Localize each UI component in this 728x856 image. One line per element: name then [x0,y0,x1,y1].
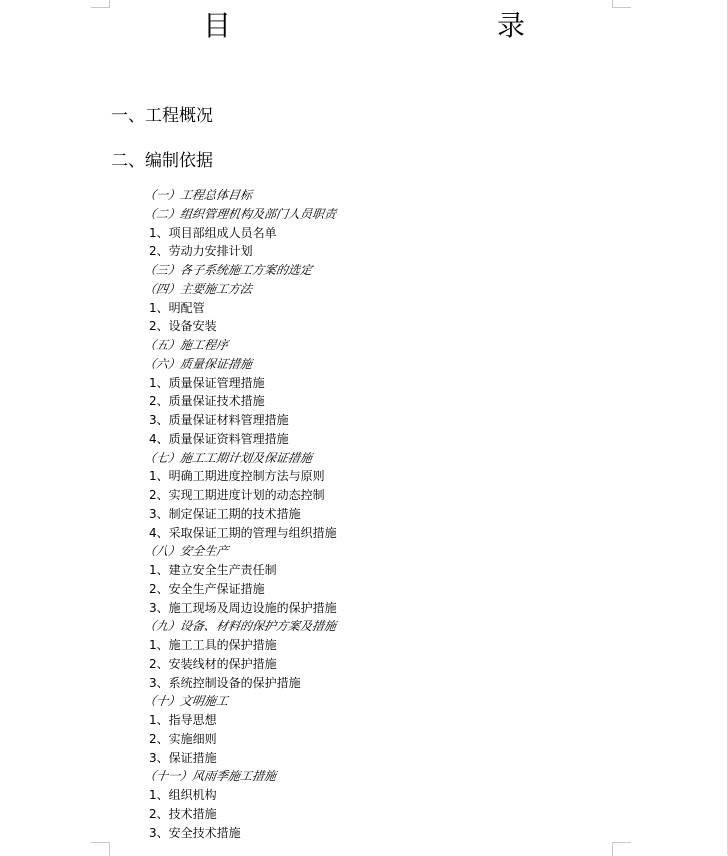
toc-entry-level3[interactable]: 2、安全生产保证措施 [149,581,265,596]
toc-entry-level2[interactable]: （九）设备、材料的保护方案及措施 [143,619,338,634]
toc-entry-level3[interactable]: 1、建立安全生产责任制 [149,563,277,577]
crop-mark-bottom-right [612,842,631,856]
toc-entry-level3[interactable]: 2、技术措施 [149,806,217,821]
toc-entry-level3[interactable]: 3、安全技术措施 [149,825,241,840]
section-heading-overview: 一、工程概况 [111,106,213,126]
toc-entry-level2[interactable]: （四）主要施工方法 [143,281,254,296]
toc-entry-level3[interactable]: 3、制定保证工期的技术措施 [149,506,301,521]
toc-entry-level2[interactable]: （五）施工程序 [143,338,230,352]
toc-entry-level3[interactable]: 1、明确工期进度控制方法与原则 [149,469,325,484]
toc-entry-level3[interactable]: 3、保证措施 [149,750,217,765]
crop-mark-top-right [612,0,631,8]
toc-entry-level3[interactable]: 4、采取保证工期的管理与组织措施 [149,525,337,540]
toc-entry-level2[interactable]: （一）工程总体目标 [143,188,254,202]
toc-entry-level3[interactable]: 1、指导思想 [149,713,217,727]
toc-entry-level3[interactable]: 2、劳动力安排计划 [149,244,253,259]
toc-entry-level3[interactable]: 1、组织机构 [149,788,217,802]
toc-entry-level2[interactable]: （十）文明施工 [143,694,230,709]
toc-entry-level3[interactable]: 3、施工现场及周边设施的保护措施 [149,600,337,615]
toc-entry-level3[interactable]: 1、项目部组成人员名单 [149,225,277,240]
section-heading-basis: 二、编制依据 [111,151,213,171]
toc-entry-level2[interactable]: （七）施工工期计划及保证措施 [143,450,314,465]
toc-entry-level3[interactable]: 1、质量保证管理措施 [149,375,265,390]
crop-mark-bottom-left [91,842,110,856]
toc-entry-level3[interactable]: 1、明配管 [149,300,205,315]
toc-entry-level3[interactable]: 3、质量保证材料管理措施 [149,413,289,427]
toc-list [143,186,337,842]
toc-entry-level3[interactable]: 4、质量保证资料管理措施 [149,431,289,446]
toc-entry-level2[interactable]: （三）各子系统施工方案的选定 [143,263,314,277]
crop-mark-top-left [91,0,110,8]
toc-entry-level3[interactable]: 2、实施细则 [149,731,217,746]
toc-entry-level3[interactable]: 2、实现工期进度计划的动态控制 [149,488,325,502]
toc-entry-level2[interactable]: （十一）风雨季施工措施 [143,769,278,784]
toc-entry-level3[interactable]: 2、安装线材的保护措施 [149,656,277,671]
toc-entry-level3[interactable]: 2、质量保证技术措施 [149,394,265,409]
toc-entry-level3[interactable]: 3、系统控制设备的保护措施 [149,675,301,690]
toc-entry-level2[interactable]: （六）质量保证措施 [143,356,254,371]
toc-entry-level3[interactable]: 1、施工工具的保护措施 [149,638,277,652]
toc-entry-level2[interactable]: （八）安全生产 [143,544,230,559]
page-title: 目 录 [202,9,595,42]
toc-entry-level3[interactable]: 2、设备安装 [149,319,217,334]
toc-entry-level2[interactable]: （二）组织管理机构及部门人员职责 [143,206,338,221]
